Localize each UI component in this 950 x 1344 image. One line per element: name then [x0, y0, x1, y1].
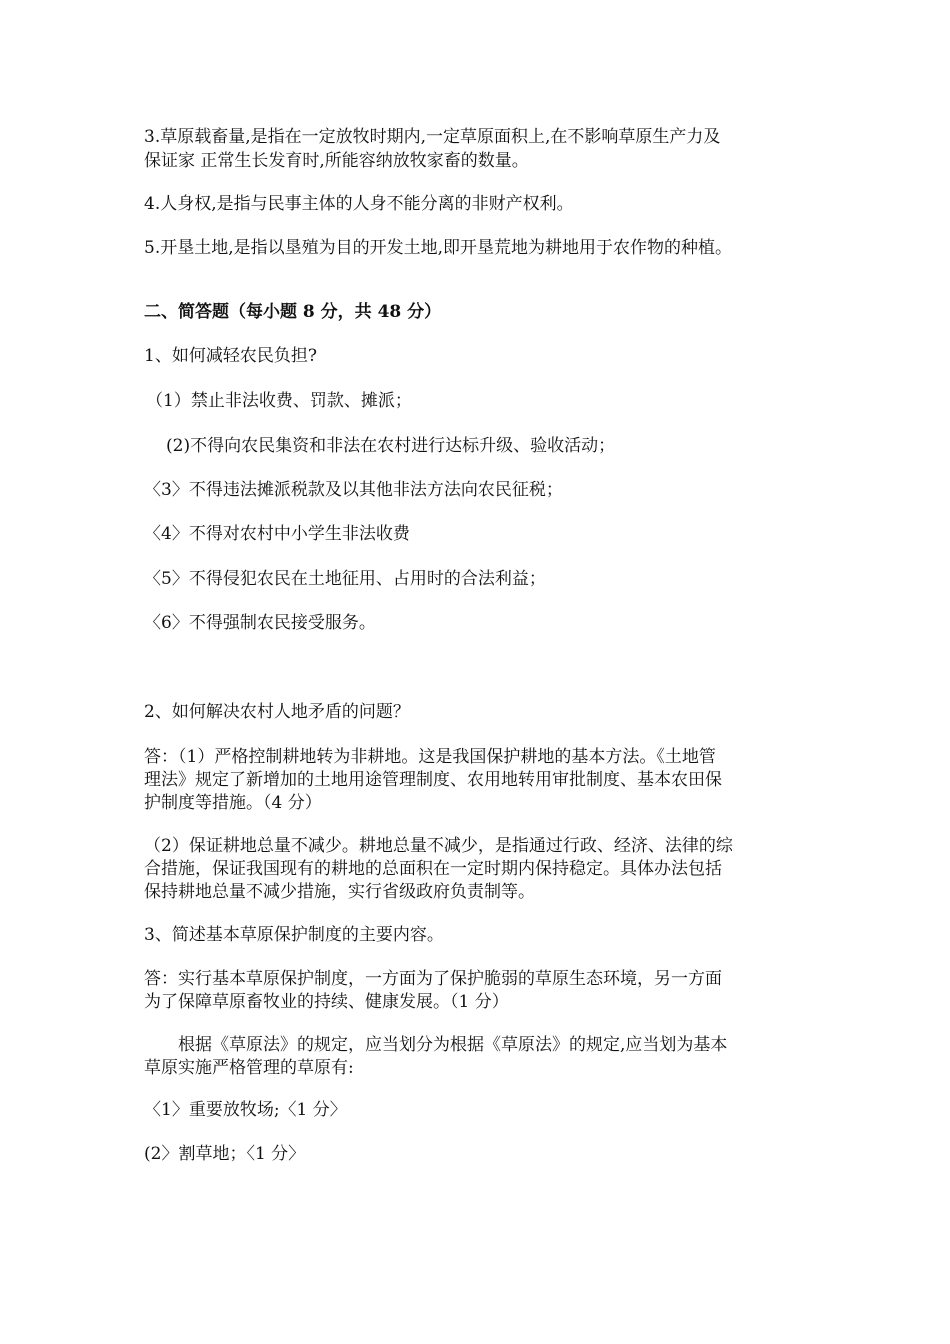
q2-answer-1-line-2: 理法》规定了新增加的土地用途管理制度、农用地转用审批制度、基本农田保 — [144, 770, 722, 790]
q3-answer-1-line-2: 为了保障草原畜牧业的持续、健康发展。（1 分） — [144, 992, 509, 1012]
q2-answer-2-line-1: （2）保证耕地总量不减少。耕地总量不减少，是指通过行政、经济、法律的综 — [144, 836, 733, 856]
definition-5: 5.开垦土地,是指以垦殖为目的开发土地,即开垦荒地为耕地用于农作物的种植。 — [144, 238, 733, 258]
q2-answer-1-line-1: 答：（1）严格控制耕地转为非耕地。这是我国保护耕地的基本方法。《土地管 — [144, 747, 716, 767]
q3-answer-2-line-1: 根据《草原法》的规定，应当划分为根据《草原法》的规定,应当划为基本 — [178, 1035, 728, 1055]
q1-answer-2: (2)不得向农民集资和非法在农村进行达标升级、验收活动； — [166, 436, 616, 456]
q1-answer-3: 〈3〉不得违法摊派税款及以其他非法方法向农民征税； — [144, 480, 563, 500]
q3-answer-1-line-1: 答：实行基本草原保护制度，一方面为了保护脆弱的草原生态环境，另一方面 — [144, 969, 722, 989]
question-1-title: 1、如何减轻农民负担? — [144, 346, 317, 366]
q3-answer-2-line-2: 草原实施严格管理的草原有: — [144, 1058, 354, 1078]
q2-answer-2-line-2: 合措施，保证我国现有的耕地的总面积在一定时期内保持稳定。具体办法包括 — [144, 859, 722, 879]
q3-item-1: 〈1〉重要放牧场;〈1 分〉 — [144, 1100, 347, 1120]
q2-answer-1-line-3: 护制度等措施。（4 分） — [144, 793, 322, 813]
definition-3-line-2: 保证家 正常生长发育时,所能容纳放牧家畜的数量。 — [144, 151, 529, 171]
definition-4: 4.人身权,是指与民事主体的人身不能分离的非财产权利。 — [144, 194, 574, 214]
q3-item-2: (2〉割草地；〈1 分〉 — [144, 1144, 306, 1164]
question-3-title: 3、简述基本草原保护制度的主要内容。 — [144, 925, 444, 945]
question-2-title: 2、如何解决农村人地矛盾的问题？ — [144, 702, 410, 722]
section-heading: 二、简答题（每小题 8 分，共 48 分） — [144, 302, 442, 322]
q1-answer-4: 〈4〉不得对农村中小学生非法收费 — [144, 524, 410, 544]
q2-answer-2-line-3: 保持耕地总量不减少措施，实行省级政府负责制等。 — [144, 882, 535, 902]
q1-answer-1: （1）禁止非法收费、罚款、摊派； — [146, 391, 412, 411]
q1-answer-6: 〈6〉不得强制农民接受服务。 — [144, 613, 376, 633]
q1-answer-5: 〈5〉不得侵犯农民在土地征用、占用时的合法利益； — [144, 569, 546, 589]
definition-3-line-1: 3.草原载畜量,是指在一定放牧时期内,一定草原面积上,在不影响草原生产力及 — [144, 127, 721, 147]
